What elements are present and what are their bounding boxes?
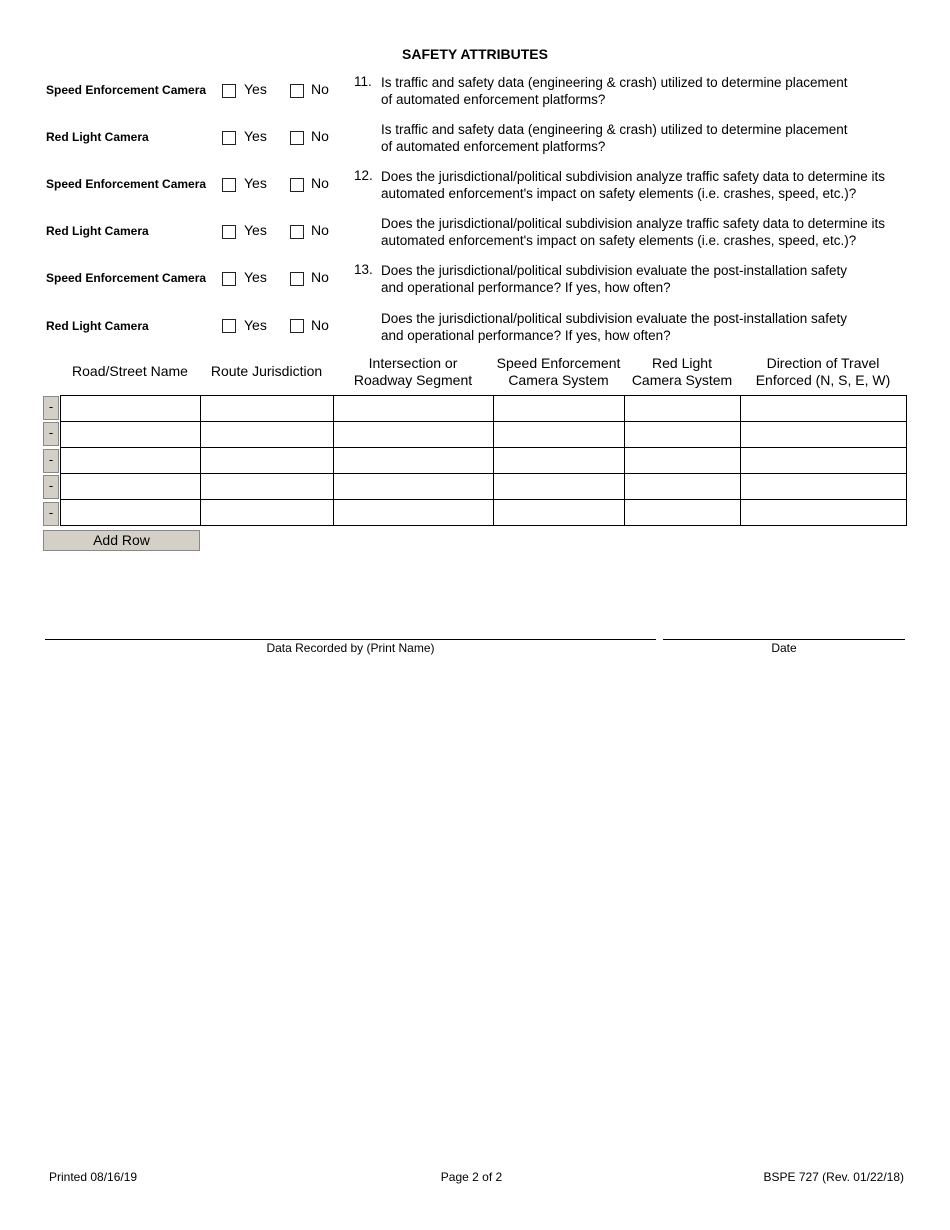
question-text: Does the jurisdictional/political subdivision analyze traffic safety data to determine its automated enforcement's impact on safety elements (i.e. crashes, speed, etc.)? bbox=[381, 169, 886, 201]
col-header-intersection: Intersection or Roadway Segment bbox=[353, 355, 473, 388]
red-light-cell[interactable] bbox=[625, 422, 741, 448]
yes-checkbox[interactable] bbox=[222, 84, 236, 98]
camera-type-label: Speed Enforcement Camera bbox=[46, 83, 207, 97]
yes-label: Yes bbox=[244, 269, 267, 285]
table-row bbox=[61, 448, 907, 474]
no-label: No bbox=[311, 81, 329, 97]
camera-type-label: Red Light Camera bbox=[46, 319, 149, 333]
no-checkbox[interactable] bbox=[290, 225, 304, 239]
delete-row-button[interactable]: - bbox=[43, 502, 59, 526]
form-id: BSPE 727 (Rev. 01/22/18) bbox=[763, 1170, 904, 1184]
red-light-cell[interactable] bbox=[625, 396, 741, 422]
speed-camera-cell[interactable] bbox=[494, 474, 625, 500]
delete-row-button[interactable]: - bbox=[43, 449, 59, 473]
no-label: No bbox=[311, 222, 329, 238]
print-name-label: Data Recorded by (Print Name) bbox=[266, 641, 435, 655]
date-label: Date bbox=[771, 641, 797, 655]
direction-cell[interactable] bbox=[741, 448, 907, 474]
yes-label: Yes bbox=[244, 222, 267, 238]
intersection-cell[interactable] bbox=[334, 500, 494, 526]
table-row bbox=[61, 474, 907, 500]
speed-camera-cell[interactable] bbox=[494, 396, 625, 422]
road-name-cell[interactable] bbox=[61, 500, 201, 526]
no-checkbox[interactable] bbox=[290, 178, 304, 192]
speed-camera-cell[interactable] bbox=[494, 422, 625, 448]
direction-cell[interactable] bbox=[741, 396, 907, 422]
camera-locations-table bbox=[60, 395, 907, 526]
camera-type-label: Red Light Camera bbox=[46, 224, 149, 238]
camera-type-label: Red Light Camera bbox=[46, 130, 149, 144]
delete-row-button[interactable]: - bbox=[43, 396, 59, 420]
col-header-speed-camera: Speed Enforcement Camera System bbox=[496, 355, 621, 388]
no-checkbox[interactable] bbox=[290, 131, 304, 145]
no-label: No bbox=[311, 269, 329, 285]
yes-checkbox[interactable] bbox=[222, 319, 236, 333]
page-title: SAFETY ATTRIBUTES bbox=[402, 46, 548, 62]
route-jurisdiction-cell[interactable] bbox=[201, 396, 334, 422]
route-jurisdiction-cell[interactable] bbox=[201, 422, 334, 448]
speed-camera-cell[interactable] bbox=[494, 448, 625, 474]
camera-type-label: Speed Enforcement Camera bbox=[46, 271, 207, 285]
table-row bbox=[61, 396, 907, 422]
intersection-cell[interactable] bbox=[334, 396, 494, 422]
delete-row-button[interactable]: - bbox=[43, 422, 59, 446]
route-jurisdiction-cell[interactable] bbox=[201, 500, 334, 526]
question-text: Does the jurisdictional/political subdivision evaluate the post-installation safety and operational performance? If yes, how often? bbox=[381, 311, 848, 343]
yes-checkbox[interactable] bbox=[222, 131, 236, 145]
yes-checkbox[interactable] bbox=[222, 178, 236, 192]
red-light-cell[interactable] bbox=[625, 448, 741, 474]
question-number: 13. bbox=[354, 262, 373, 277]
no-checkbox[interactable] bbox=[290, 319, 304, 333]
road-name-cell[interactable] bbox=[61, 448, 201, 474]
no-label: No bbox=[311, 175, 329, 191]
question-text: Is traffic and safety data (engineering & crash) utilized to determine placement of automated enforcement platforms? bbox=[381, 75, 848, 107]
yes-checkbox[interactable] bbox=[222, 225, 236, 239]
yes-label: Yes bbox=[244, 128, 267, 144]
question-number: 12. bbox=[354, 168, 373, 183]
question-text: Does the jurisdictional/political subdivision evaluate the post-installation safety and operational performance? If yes, how often? bbox=[381, 263, 848, 295]
direction-cell[interactable] bbox=[741, 500, 907, 526]
table-row bbox=[61, 422, 907, 448]
table-row bbox=[61, 500, 907, 526]
print-name-line[interactable] bbox=[45, 639, 656, 640]
col-header-direction: Direction of Travel Enforced (N, S, E, W) bbox=[755, 355, 891, 388]
printed-date: Printed 08/16/19 bbox=[49, 1170, 138, 1184]
intersection-cell[interactable] bbox=[334, 448, 494, 474]
no-checkbox[interactable] bbox=[290, 84, 304, 98]
yes-checkbox[interactable] bbox=[222, 272, 236, 286]
no-label: No bbox=[311, 128, 329, 144]
intersection-cell[interactable] bbox=[334, 422, 494, 448]
red-light-cell[interactable] bbox=[625, 500, 741, 526]
road-name-cell[interactable] bbox=[61, 396, 201, 422]
speed-camera-cell[interactable] bbox=[494, 500, 625, 526]
camera-type-label: Speed Enforcement Camera bbox=[46, 177, 207, 191]
question-text: Does the jurisdictional/political subdivision analyze traffic safety data to determine its automated enforcement's impact on safety elements (i.e. crashes, speed, etc.)? bbox=[381, 216, 886, 248]
direction-cell[interactable] bbox=[741, 422, 907, 448]
route-jurisdiction-cell[interactable] bbox=[201, 474, 334, 500]
col-header-jurisdiction: Route Jurisdiction bbox=[210, 363, 323, 379]
col-header-road: Road/Street Name bbox=[72, 363, 188, 379]
direction-cell[interactable] bbox=[741, 474, 907, 500]
road-name-cell[interactable] bbox=[61, 474, 201, 500]
col-header-red-light: Red Light Camera System bbox=[631, 355, 733, 388]
intersection-cell[interactable] bbox=[334, 474, 494, 500]
no-checkbox[interactable] bbox=[290, 272, 304, 286]
red-light-cell[interactable] bbox=[625, 474, 741, 500]
road-name-cell[interactable] bbox=[61, 422, 201, 448]
delete-row-button[interactable]: - bbox=[43, 475, 59, 499]
yes-label: Yes bbox=[244, 81, 267, 97]
yes-label: Yes bbox=[244, 317, 267, 333]
add-row-button[interactable]: Add Row bbox=[43, 530, 200, 551]
no-label: No bbox=[311, 317, 329, 333]
page-number: Page 2 of 2 bbox=[440, 1170, 503, 1184]
date-line[interactable] bbox=[663, 639, 905, 640]
route-jurisdiction-cell[interactable] bbox=[201, 448, 334, 474]
question-text: Is traffic and safety data (engineering & crash) utilized to determine placement of automated enforcement platforms? bbox=[381, 122, 848, 154]
yes-label: Yes bbox=[244, 175, 267, 191]
question-number: 11. bbox=[354, 74, 372, 89]
